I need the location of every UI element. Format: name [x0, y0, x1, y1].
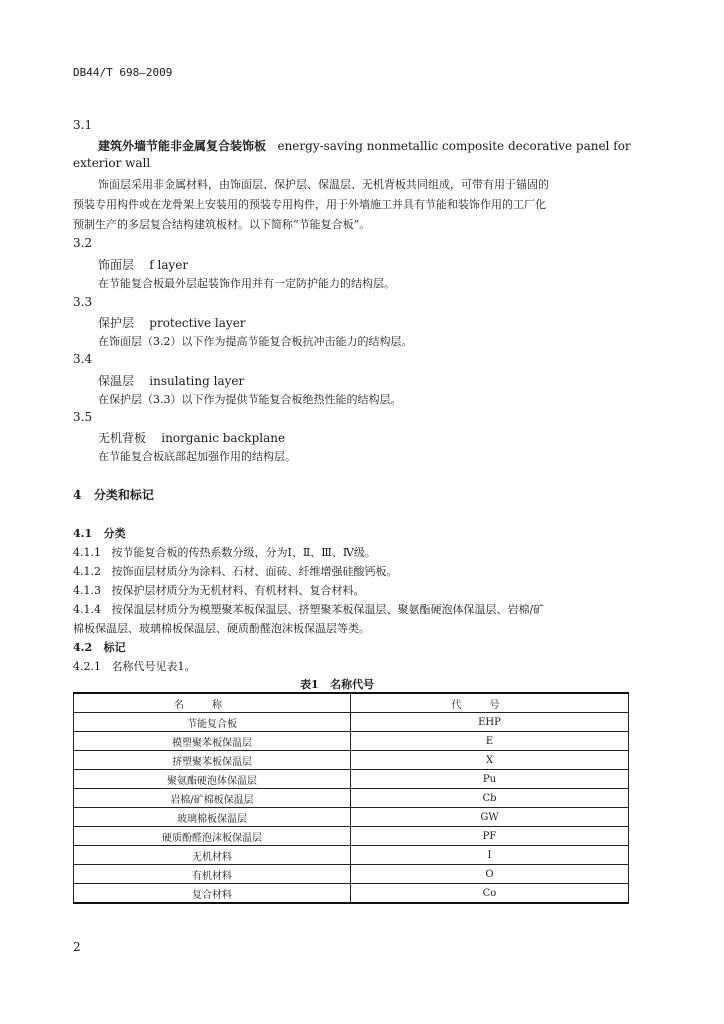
clause-number: 3.2	[73, 236, 93, 250]
table-row	[74, 865, 629, 884]
name-cell: 玻璃棉板保温层	[74, 808, 351, 827]
table-row	[74, 808, 629, 827]
table-row	[74, 770, 629, 789]
clause-term	[98, 429, 285, 446]
column-header-name: 名称	[74, 693, 351, 713]
section-4-title: 4 分类和标记	[73, 488, 154, 502]
term-chinese: 保温层	[98, 374, 135, 388]
code-cell: E	[351, 732, 629, 751]
clause-term	[98, 372, 244, 389]
term-english: energy-saving nonmetallic composite decorative panel for	[277, 139, 631, 153]
name-code-table	[73, 692, 629, 904]
list-item: 4.1.4 按保温层材质分为模塑聚苯板保温层、挤塑聚苯板保温层、聚氨酯硬泡体保温层、岩棉/矿	[73, 603, 545, 616]
code-cell: Pu	[351, 770, 629, 789]
section-4-1-title: 4.1 分类	[73, 527, 126, 540]
code-cell: I	[351, 846, 629, 865]
table-caption: 表1 名称代号	[300, 678, 375, 691]
section-4-2-title: 4.2 标记	[73, 641, 126, 654]
code-cell: EHP	[351, 713, 629, 732]
table-row	[74, 732, 629, 751]
name-cell: 模塑聚苯板保温层	[74, 732, 351, 751]
term-english-continued: exterior wall	[73, 156, 151, 170]
table-row	[74, 713, 629, 732]
definition-line: 在节能复合板底部起加强作用的结构层。	[98, 450, 296, 463]
table-row	[74, 884, 629, 904]
table-row	[74, 789, 629, 808]
clause-number: 3.5	[73, 410, 93, 424]
term-english: inorganic backplane	[161, 431, 286, 445]
definition-line: 饰面层采用非金属材料，由饰面层、保护层、保温层、无机背板共同组成，可带有用于锚固的	[98, 178, 549, 191]
term-chinese: 建筑外墙节能非金属复合装饰板	[98, 139, 267, 153]
standard-code-header: DB44/T 698—2009	[73, 66, 173, 79]
code-cell: PF	[351, 827, 629, 846]
term-english: protective layer	[149, 316, 246, 330]
name-cell: 硬质酚醛泡沫板保温层	[74, 827, 351, 846]
name-cell: 聚氨酯硬泡体保温层	[74, 770, 351, 789]
code-cell: X	[351, 751, 629, 770]
term-chinese: 饰面层	[98, 258, 135, 272]
table-header-row	[74, 693, 629, 713]
term-chinese: 保护层	[98, 316, 135, 330]
definition-line: 预装专用构件或在龙骨架上安装用的预装专用构件，用于外墙施工并具有节能和装饰作用的工厂化	[73, 198, 546, 211]
clause-number: 3.1	[73, 118, 93, 132]
code-cell: Co	[351, 884, 629, 904]
table-row	[74, 827, 629, 846]
list-item: 4.2.1 名称代号见表1。	[73, 660, 196, 673]
table-row	[74, 846, 629, 865]
list-item-continued: 棉板保温层、玻璃棉板保温层、硬质酚醛泡沫板保温层等类。	[73, 622, 370, 635]
code-cell: O	[351, 865, 629, 884]
definition-line: 预制生产的多层复合结构建筑板材。以下简称“节能复合板”。	[73, 218, 371, 231]
code-cell: Cb	[351, 789, 629, 808]
name-cell: 节能复合板	[74, 713, 351, 732]
term-english: insulating layer	[149, 374, 245, 388]
definition-line: 在节能复合板最外层起装饰作用并有一定防护能力的结构层。	[98, 277, 395, 290]
definition-line: 在饰面层（3.2）以下作为提高节能复合板抗冲击能力的结构层。	[98, 335, 413, 348]
name-cell: 复合材料	[74, 884, 351, 904]
name-cell: 岩棉/矿棉板保温层	[74, 789, 351, 808]
definition-line: 在保护层（3.3）以下作为提供节能复合板绝热性能的结构层。	[98, 393, 402, 406]
name-cell: 无机材料	[74, 846, 351, 865]
clause-number: 3.4	[73, 352, 93, 366]
list-item: 4.1.1 按节能复合板的传热系数分级，分为Ⅰ、Ⅱ、Ⅲ、Ⅳ级。	[73, 546, 376, 559]
clause-term	[98, 137, 631, 154]
clause-term	[98, 256, 188, 273]
name-cell: 有机材料	[74, 865, 351, 884]
column-header-code: 代号	[351, 693, 629, 713]
list-item: 4.1.2 按饰面层材质分为涂料、石材、面砖、纤维增强硅酸钙板。	[73, 565, 398, 578]
table-row	[74, 751, 629, 770]
term-chinese: 无机背板	[98, 431, 147, 445]
page-number: 2	[73, 940, 81, 954]
name-cell: 挤塑聚苯板保温层	[74, 751, 351, 770]
term-english: f layer	[149, 258, 189, 272]
clause-number: 3.3	[73, 295, 93, 309]
list-item: 4.1.3 按保护层材质分为无机材料、有机材料、复合材料。	[73, 584, 365, 597]
clause-term	[98, 314, 246, 331]
code-cell: GW	[351, 808, 629, 827]
